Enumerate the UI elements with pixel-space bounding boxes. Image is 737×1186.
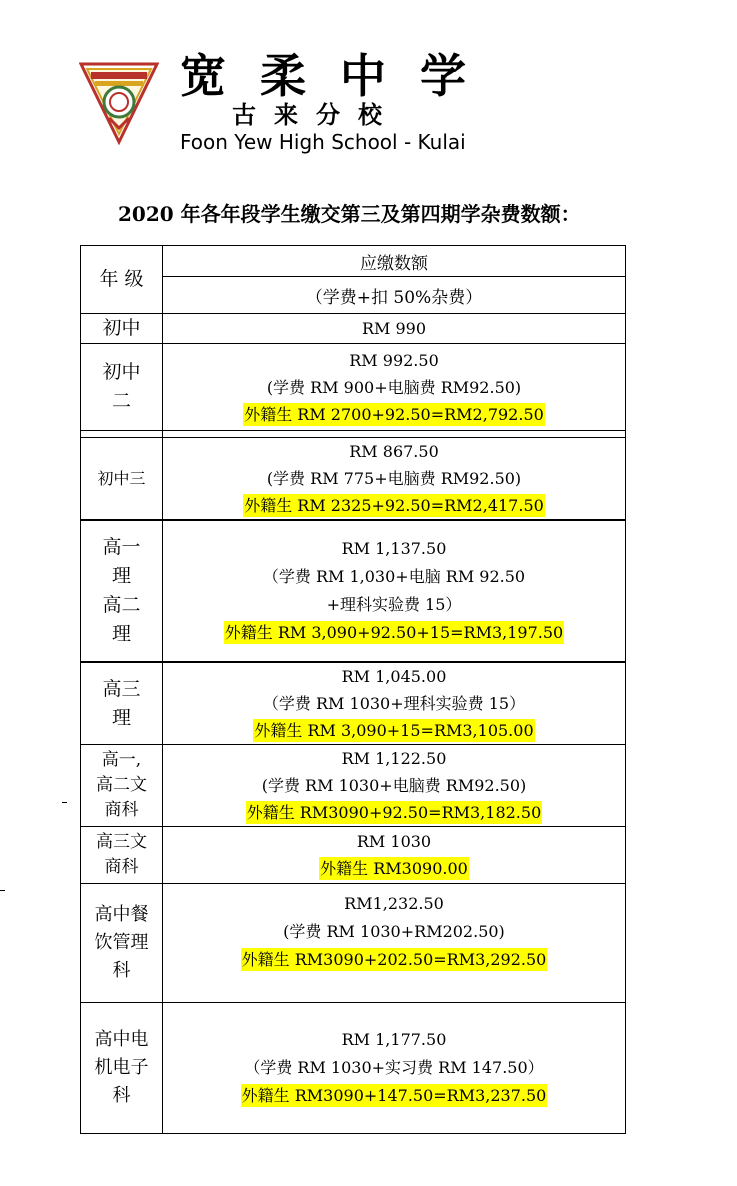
foreign-student-amount: 外籍生 RM 2325+92.50=RM2,417.50 [244,496,544,515]
grade-label: 高三 [102,677,141,700]
amount-breakdown: (学费 RM 900+电脑费 RM92.50) [266,377,522,397]
amount-line: RM1,232.50 [344,894,444,913]
amount-column-subheader: （学费+扣 50%杂费） [163,277,626,314]
grade-cell [81,662,163,745]
table-row [81,745,626,827]
row-gap [81,431,626,438]
margin-mark [0,890,5,891]
grade-label: 商科 [104,800,139,820]
amount-column-header: 应缴数额 [163,246,626,277]
amount-breakdown: +理科实验费 15） [326,595,462,614]
grade-label: 初中 [102,361,141,383]
grade-cell [81,884,163,1003]
amount-line: RM 990 [361,319,427,338]
grade-label: 机电子 [94,1057,149,1078]
amount-cell [163,884,626,1003]
foreign-student-amount: 外籍生 RM3090+147.50=RM3,237.50 [241,1086,547,1105]
grade-column-header: 年 级 [81,246,163,314]
amount-cell [163,520,626,662]
amount-line: RM 867.50 [349,442,439,461]
amount-breakdown: (学费 RM 775+电脑费 RM92.50) [266,469,522,488]
grade-cell [81,1003,163,1134]
grade-label: 饮管理 [94,932,149,953]
grade-cell [81,520,163,662]
table-row [81,520,626,662]
amount-cell [163,344,626,431]
amount-line: RM 1,177.50 [341,1030,447,1049]
document-title: 2020 年各年段学生缴交第三及第四期学杂费数额： [118,202,581,226]
grade-cell [81,344,163,431]
amount-breakdown: (学费 RM 1030+RM202.50) [283,922,505,941]
grade-label: 高二 [102,594,141,616]
amount-breakdown: （学费 RM 1030+实习费 RM 147.50） [244,1058,544,1077]
grade-label: 二 [111,390,131,412]
foreign-student-amount: 外籍生 RM 3,090+15=RM3,105.00 [254,721,534,740]
grade-label: 商科 [104,857,139,877]
grade-label: 理 [111,623,131,645]
margin-mark [62,802,67,803]
amount-cell [163,1003,626,1134]
grade-cell [81,745,163,827]
grade-label: 高二文 [96,775,147,795]
amount-cell [163,438,626,521]
amount-cell [163,314,626,344]
school-crest-icon [79,60,159,145]
amount-breakdown: （学费 RM 1,030+电脑 RM 92.50 [262,567,526,586]
table-subheader-row [81,277,626,314]
amount-cell [163,662,626,745]
amount-line: RM 1,137.50 [341,539,447,558]
amount-breakdown: （学费 RM 1030+理科实验费 15） [262,694,526,713]
foreign-student-amount: 外籍生 RM3090+92.50=RM3,182.50 [246,803,542,822]
foreign-student-amount: 外籍生 RM3090+202.50=RM3,292.50 [241,950,547,969]
grade-label: 高中电 [94,1029,149,1050]
table-row [81,827,626,884]
grade-cell [81,314,163,344]
grade-label: 高一 [102,536,141,558]
table-row [81,884,626,1003]
grade-cell [81,438,163,521]
amount-cell [163,745,626,827]
amount-line: RM 1030 [356,832,432,851]
amount-cell [163,827,626,884]
foreign-student-amount: 外籍生 RM 2700+92.50=RM2,792.50 [244,404,544,424]
grade-label: 高三文 [96,832,147,852]
amount-breakdown: (学费 RM 1030+电脑费 RM92.50) [261,776,527,795]
table-row [81,344,626,431]
grade-label: 理 [111,565,131,587]
branch-name-cn: 古来分校 [232,100,400,129]
grade-label: 初中三 [97,468,146,488]
grade-label: 科 [112,960,131,981]
table-row [81,662,626,745]
table-header-row [81,246,626,277]
grade-cell [81,827,163,884]
table-row [81,314,626,344]
fee-table [80,245,626,1134]
table-row [81,438,626,521]
school-name-en: Foon Yew High School - Kulai [180,130,466,154]
school-name-cn: 宽柔中学 [180,49,500,103]
table-row [81,1003,626,1134]
amount-line: RM 1,122.50 [341,749,447,768]
foreign-student-amount: 外籍生 RM3090.00 [320,859,468,878]
foreign-student-amount: 外籍生 RM 3,090+92.50+15=RM3,197.50 [224,623,564,642]
page-header [0,0,737,170]
grade-label: 高一, [101,750,142,770]
grade-label: 初中 [102,317,141,339]
grade-label: 高中餐 [94,904,149,925]
grade-label: 理 [111,706,131,729]
amount-line: RM 992.50 [349,350,439,370]
amount-line: RM 1,045.00 [341,667,447,686]
grade-label: 科 [112,1085,131,1106]
